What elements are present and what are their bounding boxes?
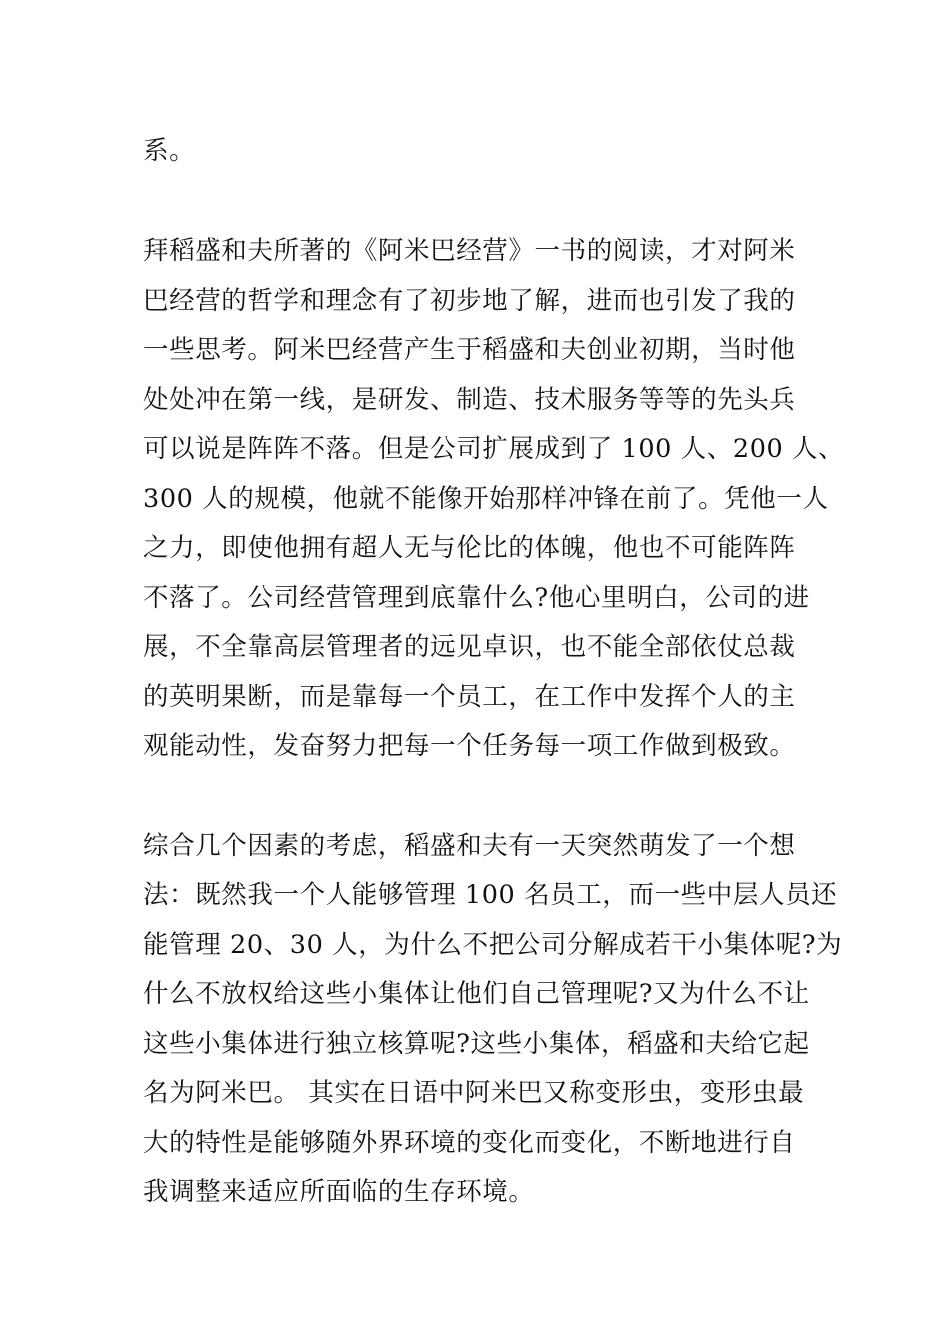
text-line: 什么不放权给这些小集体让他们自己管理呢?又为什么不让 [143,979,810,1009]
text-line: 拜稻盛和夫所著的《阿米巴经营》一书的阅读，才对阿米 [143,236,796,266]
text-line: 大的特性是能够随外界环境的变化而变化，不断地进行自 [143,1128,796,1158]
text-line: 之力，即使他拥有超人无与伦比的体魄，他也不可能阵阵 [143,533,796,563]
text-line: 这些小集体进行独立核算呢?这些小集体，稻盛和夫给它起 [143,1029,810,1059]
text-line: 巴经营的哲学和理念有了初步地了解，进而也引发了我的 [143,286,796,316]
text-line: 展，不全靠高层管理者的远见卓识，也不能全部依仗总裁 [143,632,796,662]
text-line: 系。 [143,136,196,166]
text-line: 综合几个因素的考虑，稻盛和夫有一天突然萌发了一个想 [143,831,796,861]
text-line: 能管理 20、30 人，为什么不把公司分解成若干小集体呢?为 [143,930,843,960]
text-line: 法：既然我一个人能够管理 100 名员工，而一些中层人员还 [143,880,838,910]
text-line: 的英明果断，而是靠每一个员工，在工作中发挥个人的主 [143,682,796,712]
text-line: 不落了。公司经营管理到底靠什么?他心里明白，公司的进 [143,583,810,613]
text-line: 名为阿米巴。 其实在日语中阿米巴又称变形虫，变形虫最 [143,1078,805,1108]
text-line: 处处冲在第一线，是研发、制造、技术服务等等的先头兵 [143,385,796,415]
text-line: 一些思考。阿米巴经营产生于稻盛和夫创业初期，当时他 [143,335,796,365]
text-line: 300 人的规模，他就不能像开始那样冲锋在前了。凭他一人 [143,484,829,514]
text-line: 我调整来适应所面临的生存环境。 [143,1177,535,1207]
text-line: 可以说是阵阵不落。但是公司扩展成到了 100 人、200 人、 [143,434,845,464]
text-line: 观能动性，发奋努力把每一个任务每一项工作做到极致。 [143,731,796,761]
